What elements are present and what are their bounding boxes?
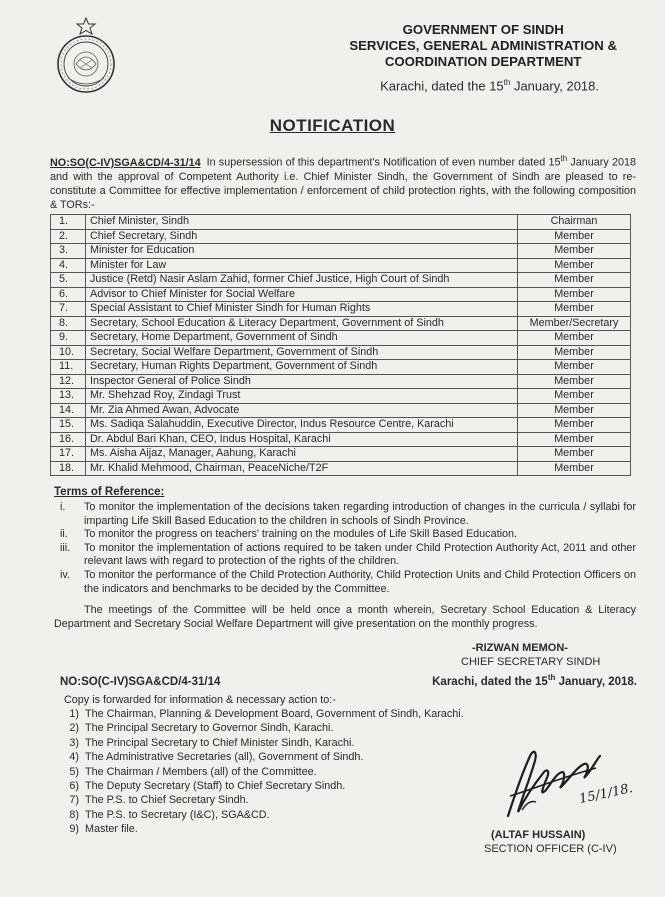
terms-of-reference-heading: Terms of Reference: — [54, 486, 165, 498]
copy-item-text: The Deputy Secretary (Staff) to Chief Secretary Sindh. — [85, 780, 346, 793]
member-row — [51, 244, 631, 259]
signatory2-name: (ALTAF HUSSAIN) — [491, 829, 586, 841]
member-number: 7. — [51, 302, 86, 317]
member-number: 6. — [51, 287, 86, 302]
member-row — [51, 461, 631, 476]
member-number: 3. — [51, 244, 86, 259]
committee-members-table — [50, 214, 631, 476]
signatory1-name: -RIZWAN MEMON- — [472, 642, 568, 654]
intro-paragraph — [50, 152, 636, 213]
member-number: 17. — [51, 447, 86, 462]
member-number: 13. — [51, 389, 86, 404]
member-role: Member — [518, 418, 631, 433]
copy-item-text: Master file. — [85, 823, 138, 836]
member-number: 10. — [51, 345, 86, 360]
copy-item — [56, 736, 464, 750]
tor-item — [52, 569, 636, 596]
member-row — [51, 447, 631, 462]
member-role: Member — [518, 287, 631, 302]
member-number: 16. — [51, 432, 86, 447]
letterhead — [349, 22, 617, 70]
member-role: Member — [518, 229, 631, 244]
member-row — [51, 403, 631, 418]
intro-text-b: January 2018 and with the approval of Competent Authority i.e. Chief Minister Sindh, the Government of Sindh are pleased to re-constitute a Committee for effective implementation / enforcement of child protection rights, with the following composition & TORs:- — [50, 156, 636, 212]
member-name: Inspector General of Police Sindh — [86, 374, 518, 389]
copy-item-text: The Chairman / Members (all) of the Committee. — [85, 765, 317, 778]
member-row — [51, 374, 631, 389]
member-row — [51, 360, 631, 375]
member-name: Mr. Zia Ahmed Awan, Advocate — [86, 403, 518, 418]
member-role: Member — [518, 403, 631, 418]
member-role: Member — [518, 374, 631, 389]
handwritten-date: 15/1/18. — [577, 781, 635, 807]
member-number: 12. — [51, 374, 86, 389]
member-row — [51, 273, 631, 288]
tor-number: ii. — [60, 528, 68, 541]
copy-item — [56, 779, 464, 793]
member-row — [51, 432, 631, 447]
copy-item-number: 7) — [69, 794, 79, 807]
member-role: Member — [518, 302, 631, 317]
member-name: Ms. Aisha Aijaz, Manager, Aahung, Karachi — [86, 447, 518, 462]
member-name: Justice (Retd) Nasir Aslam Zahid, former Chief Justice, High Court of Sindh — [86, 273, 518, 288]
member-row — [51, 215, 631, 230]
member-name: Ms. Sadiqa Salahuddin, Executive Director, Indus Resource Centre, Karachi — [86, 418, 518, 433]
notification-title-text: NOTIFICATION — [269, 116, 396, 135]
member-role: Member — [518, 389, 631, 404]
copy-item-number: 1) — [69, 708, 79, 720]
copy-item-number: 2) — [69, 722, 79, 735]
signatory1-title: CHIEF SECRETARY SINDH — [461, 656, 601, 668]
intro-sup: th — [560, 154, 568, 163]
member-number: 9. — [51, 331, 86, 346]
letterhead-line3: COORDINATION DEPARTMENT — [384, 54, 582, 69]
member-name: Mr. Shehzad Roy, Zindagi Trust — [86, 389, 518, 404]
copy-item — [56, 721, 464, 735]
tor-item — [52, 501, 636, 528]
tor-text: To monitor the performance of the Child Protection Authority, Child Protection Units and Child Protection Officers on the indicators and benchmarks to be decided by the Committee. — [84, 568, 636, 595]
copy-item — [56, 793, 464, 807]
member-role: Member — [518, 258, 631, 273]
copy-item-text: The P.S. to Secretary (I&C), SGA&CD. — [85, 808, 270, 821]
tor-item — [52, 542, 636, 569]
dated-sup: th — [503, 78, 511, 87]
member-number: 4. — [51, 258, 86, 273]
member-role: Member — [518, 244, 631, 259]
member-number: 1. — [51, 215, 86, 230]
member-number: 14. — [51, 403, 86, 418]
member-role: Member — [518, 461, 631, 476]
copy-item-text: The Chairman, Planning & Development Board, Government of Sindh, Karachi. — [85, 708, 464, 720]
member-number: 18. — [51, 461, 86, 476]
tor-number: iii. — [60, 541, 71, 554]
member-row — [51, 345, 631, 360]
copy-item-text: The Administrative Secretaries (all), Government of Sindh. — [85, 751, 364, 764]
intro-text-a: In supersession of this department's Notification of even number dated 15 — [206, 156, 561, 169]
member-name: Special Assistant to Chief Minister Sindh for Human Rights — [86, 302, 518, 317]
member-name: Secretary, School Education & Literacy Department, Government of Sindh — [86, 316, 518, 331]
member-row — [51, 229, 631, 244]
member-role: Chairman — [518, 215, 631, 230]
copy-item — [56, 707, 464, 721]
copy-item-number: 4) — [69, 751, 79, 764]
dated-pre: Karachi, dated the 15 — [380, 78, 504, 94]
member-name: Advisor to Chief Minister for Social Welfare — [86, 287, 518, 302]
member-number: 8. — [51, 316, 86, 331]
copy-intro: Copy is forwarded for information & necessary action to:- — [64, 694, 336, 706]
member-name: Chief Secretary, Sindh — [86, 229, 518, 244]
member-role: Member — [518, 345, 631, 360]
tor-number: i. — [60, 501, 66, 513]
copy-reference-number: NO:SO(C-IV)SGA&CD/4-31/14 — [60, 676, 221, 688]
copy-item-number: 5) — [69, 765, 79, 778]
copy-item-number: 6) — [69, 780, 79, 793]
member-role: Member — [518, 331, 631, 346]
member-number: 2. — [51, 229, 86, 244]
member-number: 11. — [51, 360, 86, 375]
copy-item-number: 9) — [69, 823, 79, 836]
member-name: Secretary, Home Department, Government of Sindh — [86, 331, 518, 346]
copy-dated-post: January, 2018. — [555, 675, 637, 688]
member-name: Chief Minister, Sindh — [86, 215, 518, 230]
copy-item — [56, 822, 464, 836]
copy-item — [56, 765, 464, 779]
handwritten-signature-icon — [500, 738, 620, 828]
tor-number: iv. — [60, 568, 70, 581]
member-number: 15. — [51, 418, 86, 433]
tor-text: To monitor the implementation of the decisions taken regarding introduction of changes in the curricula / syllabi for imparting Life Skill Based Education to the children in schools of Sindh Province. — [84, 501, 636, 527]
dated-line — [380, 78, 599, 93]
member-number: 5. — [51, 273, 86, 288]
member-role: Member — [518, 360, 631, 375]
meeting-paragraph: The meetings of the Committee will be held once a month wherein, Secretary School Education & Literacy Department and Secretary Social Welfare Department will give presentation on the monthly progress. — [54, 604, 636, 630]
member-name: Secretary, Social Welfare Department, Government of Sindh — [86, 345, 518, 360]
member-row — [51, 287, 631, 302]
copy-item-text: The Principal Secretary to Chief Minister Sindh, Karachi. — [85, 736, 355, 749]
member-row — [51, 418, 631, 433]
member-row — [51, 389, 631, 404]
member-name: Minister for Education — [86, 244, 518, 259]
member-name: Dr. Abdul Bari Khan, CEO, Indus Hospital, Karachi — [86, 432, 518, 447]
member-name: Mr. Khalid Mehmood, Chairman, PeaceNiche/T2F — [86, 461, 518, 476]
terms-of-reference-list — [52, 501, 636, 596]
copy-forward-list — [56, 707, 464, 837]
letterhead-line1: GOVERNMENT OF SINDH — [402, 22, 564, 37]
copy-item-number: 3) — [69, 736, 79, 749]
member-row — [51, 258, 631, 273]
member-role: Member — [518, 447, 631, 462]
copy-item-text: The Principal Secretary to Governor Sindh, Karachi. — [85, 722, 334, 735]
copy-item — [56, 750, 464, 764]
copy-item — [56, 808, 464, 822]
tor-text: To monitor the progress on teachers' training on the modules of Life Skill Based Education. — [84, 528, 517, 541]
notification-title — [0, 116, 665, 136]
tor-item — [52, 528, 636, 542]
member-name: Secretary, Human Rights Department, Government of Sindh — [86, 360, 518, 375]
copy-dated-line — [432, 673, 637, 688]
member-role: Member — [518, 273, 631, 288]
copy-dated-pre: Karachi, dated the 15 — [432, 675, 548, 688]
signatory2-title: SECTION OFFICER (C-IV) — [484, 843, 617, 855]
member-row — [51, 331, 631, 346]
member-name: Minister for Law — [86, 258, 518, 273]
member-role: Member — [518, 432, 631, 447]
member-role: Member/Secretary — [518, 316, 631, 331]
copy-dated-sup: th — [547, 673, 556, 682]
government-of-sindh-seal-icon — [50, 16, 122, 94]
tor-text: To monitor the implementation of actions required to be taken under Child Protection Authority Act, 2011 and other relevant laws with regard to protection of the rights of the children. — [84, 541, 636, 568]
reference-number: NO:SO(C-IV)SGA&CD/4-31/14 — [50, 156, 201, 169]
copy-item-number: 8) — [69, 808, 79, 821]
member-row — [51, 302, 631, 317]
dated-post: January, 2018. — [510, 78, 599, 94]
letterhead-line2: SERVICES, GENERAL ADMINISTRATION & — [349, 38, 617, 53]
copy-item-text: The P.S. to Chief Secretary Sindh. — [85, 794, 249, 807]
member-row — [51, 316, 631, 331]
